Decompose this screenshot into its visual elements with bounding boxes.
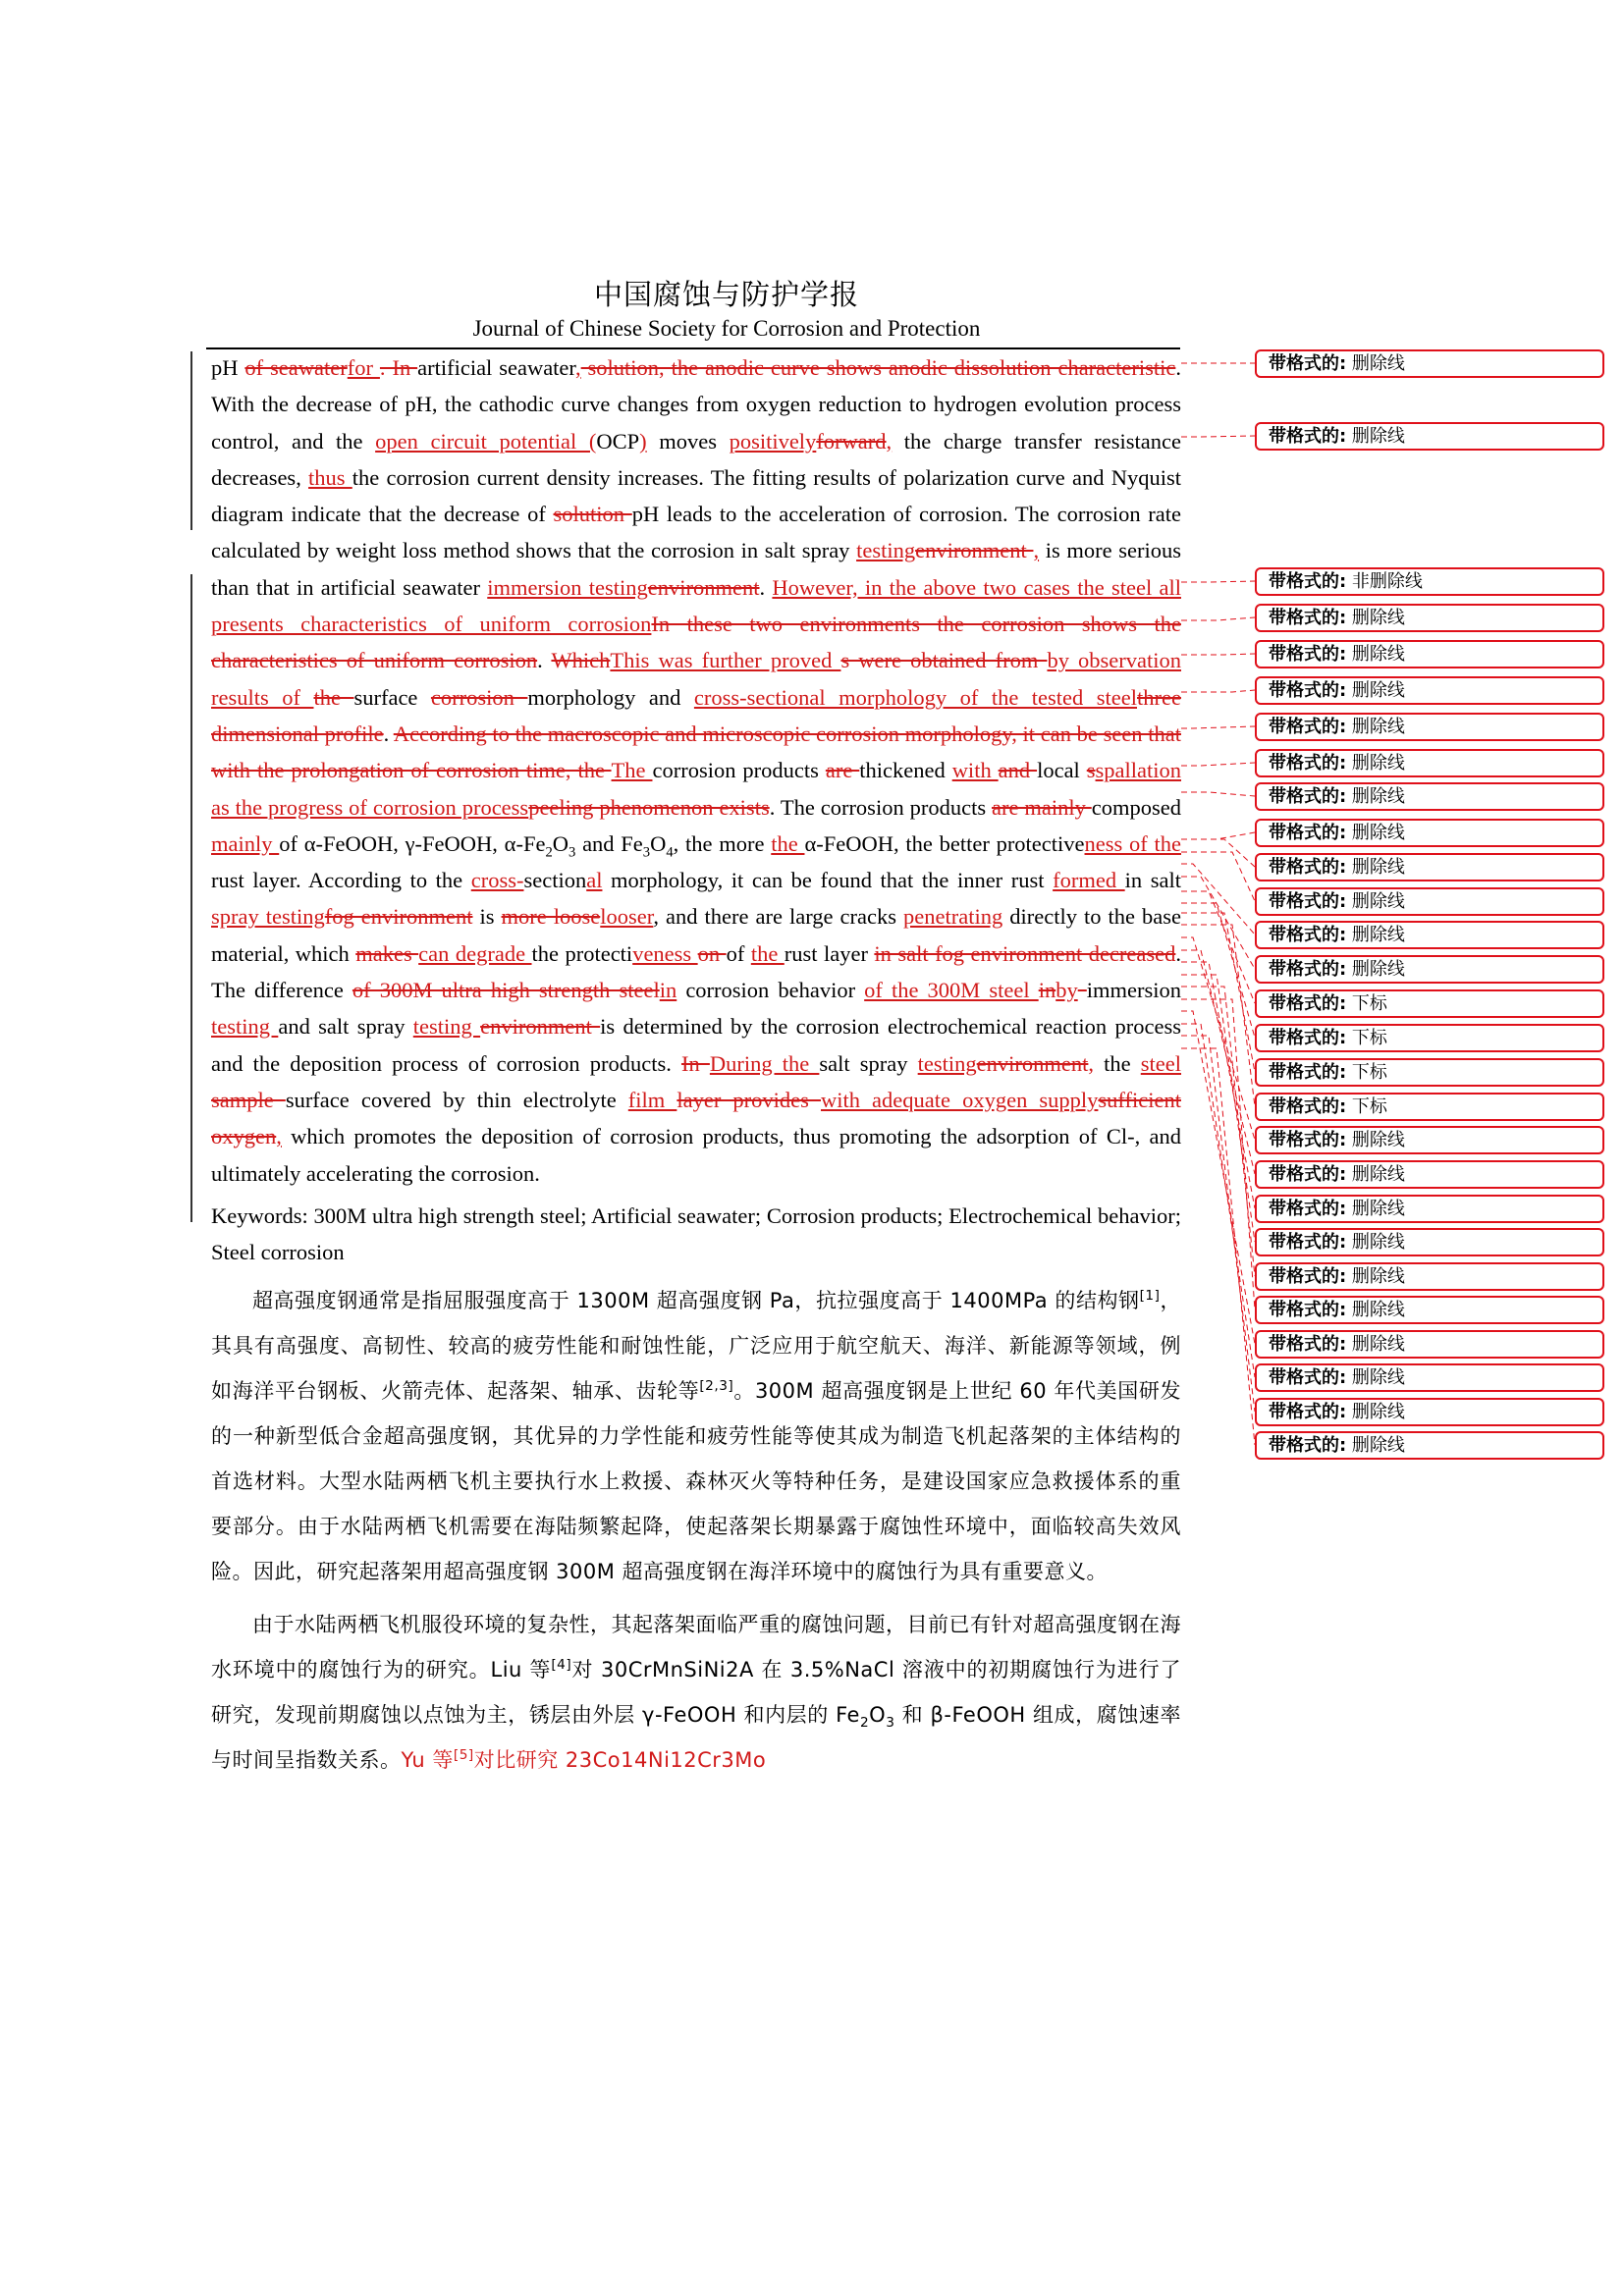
- text-run: of: [726, 940, 751, 966]
- text-run: section: [523, 868, 587, 893]
- journal-title-cn: 中国腐蚀与防护学报: [593, 278, 859, 311]
- comment-prefix: 带格式的:: [1269, 1435, 1347, 1456]
- inserted-text: spray testing: [211, 904, 325, 930]
- text-run: the: [1094, 1050, 1141, 1076]
- text-run: and Fe: [575, 830, 643, 856]
- comment-leader: [1181, 617, 1255, 620]
- text-run: 对 30CrMnSiNi2A 在 3.5%NaCl 溶液中的初期腐蚀行为进行了研究，发现前期腐蚀以点蚀为主，锈层由外层 γ-FeOOH 和内层的 Fe: [211, 1658, 1181, 1728]
- comment-prefix: 带格式的:: [1269, 1266, 1347, 1287]
- text-run: is more serious than that in artificial seawater: [211, 538, 1181, 600]
- inserted-text: ): [639, 428, 647, 454]
- text-run: artificial seawater: [417, 355, 576, 380]
- comment-prefix: 带格式的:: [1269, 993, 1347, 1014]
- comment-text: 删除线: [1346, 823, 1405, 843]
- deleted-text: sample: [211, 1087, 286, 1112]
- text-run: immersion: [1086, 978, 1182, 1003]
- inserted-text: testing: [412, 1014, 481, 1040]
- comment-leader: [1181, 832, 1255, 839]
- comment-balloons: [1255, 349, 1608, 1478]
- comment-text: 下标: [1346, 1062, 1387, 1083]
- inserted-text: film: [627, 1087, 677, 1112]
- text-run: salt spray: [819, 1050, 918, 1076]
- comment-balloon[interactable]: [1255, 640, 1604, 668]
- comment-text: 删除线: [1346, 786, 1405, 807]
- text-run: OCP: [596, 428, 640, 454]
- text-run: morphology and: [527, 684, 694, 710]
- comment-text: 下标: [1346, 1096, 1387, 1117]
- text-run: is determined by the corrosion electrochemical reaction process and the deposition process of corrosion products.: [211, 1014, 1181, 1076]
- inserted-text: The: [611, 758, 653, 783]
- inserted-text: for: [347, 355, 380, 380]
- comment-leader: [1181, 987, 1255, 1276]
- deleted-text: s: [1086, 758, 1096, 783]
- comment-prefix: 带格式的:: [1269, 857, 1347, 878]
- comment-prefix: 带格式的:: [1269, 753, 1347, 774]
- deleted-text: makes: [355, 940, 419, 966]
- deleted-text: the: [313, 684, 354, 710]
- comment-leader: [1181, 792, 1255, 796]
- comment-text: 删除线: [1346, 1164, 1405, 1185]
- deleted-text: on: [697, 940, 727, 966]
- text-run: . With the decrease of pH, the cathodic curve changes from oxygen reduction to hydrogen evolution process control, and the: [211, 355, 1181, 454]
- comment-prefix: 带格式的:: [1269, 786, 1347, 807]
- text-run: . The difference: [211, 940, 1181, 1003]
- deleted-text: In these two environments the corrosion shows the characteristics of uniform corrosion: [211, 612, 1181, 673]
- deleted-text: peeling phenomenon exists: [528, 794, 770, 820]
- deleted-text: are: [825, 758, 860, 783]
- text-run: .: [759, 574, 773, 600]
- inserted-text: formed: [1053, 868, 1125, 893]
- comment-prefix: 带格式的:: [1269, 823, 1347, 843]
- comment-prefix: 带格式的:: [1269, 1334, 1347, 1355]
- text-run: which promotes the deposition of corrosion products, thus promoting the adsorption of Cl-, and ultimately accelerating the corrosion.: [211, 1124, 1181, 1186]
- deleted-text: According to the macroscopic and microscopic corrosion morphology, it can be seen that with the prolongation of corrosion time, the: [211, 721, 1181, 783]
- comment-text: 删除线: [1346, 608, 1405, 628]
- comment-prefix: 带格式的:: [1269, 608, 1347, 628]
- deleted-text: In: [680, 1050, 710, 1076]
- comment-text: 删除线: [1346, 426, 1405, 447]
- comment-text: 删除线: [1346, 891, 1405, 912]
- inserted-text: testing: [211, 1014, 279, 1040]
- comment-balloon[interactable]: [1255, 887, 1604, 916]
- text-run: surface covered by thin electrolyte: [285, 1087, 628, 1112]
- deleted-text: sufficient oxygen: [211, 1087, 1181, 1149]
- comment-balloon[interactable]: [1255, 422, 1604, 451]
- text-run: . The corrosion products: [769, 794, 992, 820]
- comment-text: 删除线: [1346, 1300, 1405, 1320]
- comment-text: 删除线: [1346, 1232, 1405, 1253]
- text-run: ，其具有高强度、高韧性、较高的疲劳性能和耐蚀性能，广泛应用于航空航天、海洋、新能源等领域，例如海洋平台钢板、火箭壳体、起落架、轴承、齿轮等: [211, 1289, 1181, 1404]
- text-run: Yu 等: [401, 1748, 454, 1773]
- text-run: [2,3]: [699, 1378, 734, 1395]
- comment-prefix: 带格式的:: [1269, 1130, 1347, 1150]
- deleted-text: . In: [379, 355, 418, 380]
- comment-prefix: 带格式的:: [1269, 1232, 1347, 1253]
- comment-text: 删除线: [1346, 717, 1405, 737]
- comment-balloon[interactable]: [1255, 1228, 1604, 1256]
- deleted-text: three dimensional profile: [211, 684, 1181, 746]
- keywords-line: Keywords: 300M ultra high strength steel; Artificial seawater; Corrosion products; Electrochemical behavior; Steel corrosion: [211, 1202, 1181, 1265]
- text-run: morphology, it can be found that the inner rust: [602, 868, 1054, 893]
- deleted-text: s were obtained from: [840, 648, 1048, 673]
- comment-prefix: 带格式的:: [1269, 1164, 1347, 1185]
- inserted-text: ness of the: [1084, 830, 1181, 856]
- inserted-text: veness: [632, 940, 698, 966]
- comment-leader: [1181, 690, 1255, 692]
- comment-leader: [1181, 1036, 1255, 1412]
- inserted-text: looser: [600, 904, 654, 930]
- comment-text: 删除线: [1346, 1435, 1405, 1456]
- deleted-text: environment: [915, 538, 1034, 563]
- text-run: 3: [568, 844, 576, 861]
- comment-prefix: 带格式的:: [1269, 353, 1347, 374]
- inserted-text: the: [771, 830, 805, 856]
- text-run: O: [869, 1703, 887, 1728]
- text-run: [5]: [453, 1747, 474, 1764]
- inserted-text: open circuit potential (: [375, 428, 597, 454]
- text-run: pH leads to the acceleration of corrosion. The corrosion rate calculated by weight loss method shows that the corrosion in salt spray: [211, 502, 1181, 563]
- deleted-text: are mainly: [991, 794, 1092, 820]
- comment-prefix: 带格式的:: [1269, 1300, 1347, 1320]
- inserted-text: the: [750, 940, 785, 966]
- comment-balloon[interactable]: [1255, 567, 1604, 596]
- comment-prefix: 带格式的:: [1269, 644, 1347, 665]
- deleted-text: corrosion: [430, 684, 528, 710]
- comment-balloon[interactable]: [1255, 1195, 1604, 1223]
- comment-text: 删除线: [1346, 753, 1405, 774]
- comment-balloon[interactable]: [1255, 749, 1604, 777]
- comment-leader: [1181, 654, 1255, 655]
- text-run: O: [650, 830, 667, 856]
- inserted-text: steel: [1140, 1050, 1182, 1076]
- comment-balloon[interactable]: [1255, 1058, 1604, 1087]
- text-run: 3: [886, 1715, 895, 1732]
- text-run: of α-FeOOH, γ-FeOOH, α-Fe: [279, 830, 546, 856]
- deleted-text: in: [1038, 978, 1056, 1003]
- comment-balloon[interactable]: [1255, 604, 1604, 632]
- comment-leader: [1181, 864, 1255, 934]
- comment-prefix: 带格式的:: [1269, 680, 1347, 701]
- comment-text: 删除线: [1346, 353, 1405, 374]
- comment-text: 删除线: [1346, 1199, 1405, 1219]
- inserted-text: mainly: [211, 830, 280, 856]
- deleted-text: forward: [816, 428, 887, 454]
- text-run: 和 β-FeOOH 组成，腐蚀速率与时间呈指数关系。: [211, 1703, 1181, 1773]
- inserted-text: ,: [886, 428, 893, 454]
- comment-prefix: 带格式的:: [1269, 426, 1347, 447]
- text-run: .: [537, 648, 552, 673]
- inserted-text: This was further proved: [610, 648, 841, 673]
- inserted-text: However, in the above two cases the steel all presents characteristics of uniform corrosion: [211, 574, 1181, 637]
- comment-balloon[interactable]: [1255, 1330, 1604, 1359]
- comment-text: 非删除线: [1346, 571, 1423, 592]
- text-run: 对比研究 23Co14Ni12Cr3Mo: [473, 1748, 767, 1773]
- text-run: , and there are large cracks: [653, 904, 904, 930]
- text-run: surface: [353, 684, 431, 710]
- comment-text: 删除线: [1346, 925, 1405, 945]
- comment-text: 删除线: [1346, 1266, 1405, 1287]
- inserted-text: During the: [709, 1050, 820, 1076]
- deleted-text: more loose: [501, 904, 601, 930]
- text-run: directly to the base material, which: [211, 904, 1181, 966]
- text-run: [4]: [551, 1657, 572, 1674]
- inserted-text: of the 300M steel: [864, 978, 1039, 1003]
- comment-leader: [1181, 903, 1255, 1038]
- text-run: pH: [211, 355, 245, 380]
- comment-text: 下标: [1346, 1028, 1387, 1048]
- inserted-text: with: [951, 758, 999, 783]
- comment-balloon[interactable]: [1255, 1431, 1604, 1460]
- inserted-text: spallation as the progress of corrosion process: [211, 758, 1182, 820]
- inserted-text: positively: [729, 428, 817, 454]
- comment-text: 下标: [1346, 993, 1387, 1014]
- inserted-text: testing: [917, 1050, 977, 1076]
- comment-prefix: 带格式的:: [1269, 571, 1347, 592]
- comment-balloon[interactable]: [1255, 989, 1604, 1018]
- text-run: 2: [545, 844, 553, 861]
- inserted-text: in: [659, 978, 677, 1003]
- inserted-text: al: [586, 868, 603, 893]
- inserted-text: testing: [856, 538, 916, 563]
- comment-balloon[interactable]: [1255, 853, 1604, 881]
- text-run: and salt spray: [278, 1014, 413, 1040]
- comment-balloon[interactable]: [1255, 1093, 1604, 1121]
- inserted-text: immersion testing: [487, 574, 648, 600]
- comment-balloon[interactable]: [1255, 1126, 1604, 1154]
- deleted-text: Which: [551, 648, 611, 673]
- comment-balloon[interactable]: [1255, 1296, 1604, 1324]
- text-run: , the more: [673, 830, 772, 856]
- comment-prefix: 带格式的:: [1269, 1199, 1347, 1219]
- text-run: the corrosion current density increases. The fitting results of polarization curve and Nyquist diagram indicate that the decrease of: [211, 464, 1181, 527]
- text-run: thickened: [859, 758, 952, 783]
- text-run: composed: [1091, 794, 1181, 820]
- comment-balloon[interactable]: [1255, 349, 1604, 378]
- text-run: in salt: [1124, 868, 1181, 893]
- deleted-text: solution: [553, 502, 632, 527]
- inserted-text: thus: [308, 464, 352, 490]
- comment-leader: [1181, 581, 1255, 582]
- inserted-text: cross-: [470, 868, 524, 893]
- comment-text: 删除线: [1346, 644, 1405, 665]
- inserted-text: by observation results of: [211, 648, 1182, 710]
- text-run: local: [1037, 758, 1087, 783]
- text-run: 3: [642, 844, 651, 861]
- comment-prefix: 带格式的:: [1269, 717, 1347, 737]
- deleted-text: fog environment: [324, 904, 473, 930]
- deleted-text: of 300M ultra high strength steel: [352, 978, 660, 1003]
- comment-prefix: 带格式的:: [1269, 959, 1347, 980]
- deleted-text: and: [998, 758, 1038, 783]
- text-run: 。300M 超高强度钢是上世纪 60 年代美国研发的一种新型低合金超高强度钢，其优异的力学性能和疲劳性能等使其成为制造飞机起落架的主体结构的首选材料。大型水陆两栖飞机主要执行水上救援、森林灭火等特种任务，是建设国家应急救援体系的重要部分。由于水陆两栖飞机需要在海陆频繁起降，使起落架长期暴露于腐蚀性环境中，面临较高失效风险。因此，研究起落架用超高强度钢 300M 超高强度钢在海洋环境中的腐蚀行为具有重要意义。: [211, 1379, 1182, 1584]
- text-run: α-FeOOH, the better protective: [804, 830, 1085, 856]
- comment-leader: [1181, 877, 1255, 969]
- comment-text: 删除线: [1346, 1334, 1405, 1355]
- comment-prefix: 带格式的:: [1269, 1367, 1347, 1388]
- deleted-text: layer provides: [677, 1087, 821, 1112]
- inserted-text: ,: [1033, 538, 1040, 563]
- inserted-text: ,: [276, 1124, 282, 1149]
- comment-balloon[interactable]: [1255, 921, 1604, 949]
- comment-leader: [1181, 763, 1255, 766]
- comment-balloon[interactable]: [1255, 1160, 1604, 1189]
- deleted-text: solution, the anodic curve shows anodic dissolution characteristic: [580, 355, 1176, 380]
- text-run: moves: [646, 428, 730, 454]
- comment-balloon[interactable]: [1255, 1398, 1604, 1426]
- inserted-text: can degrade: [418, 940, 532, 966]
- text-run: rust layer. According to the: [211, 868, 471, 893]
- comment-balloon[interactable]: [1255, 1262, 1604, 1291]
- inserted-text: ,: [575, 355, 581, 380]
- deleted-text: environment: [976, 1050, 1089, 1076]
- comment-prefix: 带格式的:: [1269, 1028, 1347, 1048]
- deleted-text: of seawater: [244, 355, 348, 380]
- comment-prefix: 带格式的:: [1269, 925, 1347, 945]
- comment-balloon[interactable]: [1255, 676, 1604, 705]
- inserted-text: ,: [1088, 1050, 1095, 1076]
- journal-title-en: Journal of Chinese Society for Corrosion and Protection: [472, 316, 981, 341]
- text-run: O: [552, 830, 569, 856]
- deleted-text: in salt fog environment decreased: [874, 940, 1176, 966]
- comment-prefix: 带格式的:: [1269, 1096, 1347, 1117]
- inserted-text: with adequate oxygen supply: [820, 1087, 1099, 1112]
- comment-text: 删除线: [1346, 680, 1405, 701]
- text-run: [1]: [1139, 1288, 1161, 1305]
- text-run: 由于水陆两栖飞机服役环境的复杂性，其起落架面临严重的腐蚀问题，目前已有针对超高强度钢在海水环境中的腐蚀行为的研究。Liu 等: [211, 1613, 1181, 1682]
- text-run: 4: [666, 844, 674, 861]
- comment-balloon[interactable]: [1255, 782, 1604, 811]
- comment-leader: [1181, 925, 1255, 1106]
- inserted-text: by: [1056, 978, 1078, 1003]
- comment-leader: [1181, 1011, 1255, 1344]
- inserted-text: cross-sectional morphology of the tested steel: [693, 684, 1138, 710]
- comment-balloon[interactable]: [1255, 1363, 1604, 1392]
- text-run: rust layer: [784, 940, 875, 966]
- text-run: .: [383, 721, 394, 746]
- text-run: corrosion products: [652, 758, 826, 783]
- comment-balloon[interactable]: [1255, 713, 1604, 741]
- comment-leader: [1181, 839, 1255, 867]
- comment-leader: [1181, 726, 1255, 728]
- comment-balloon[interactable]: [1255, 955, 1604, 984]
- comment-balloon[interactable]: [1255, 1024, 1604, 1052]
- text-run: the charge transfer resistance decreases,: [211, 428, 1181, 490]
- deleted-text: environment: [480, 1014, 601, 1040]
- comment-prefix: 带格式的:: [1269, 1402, 1347, 1422]
- comment-balloon[interactable]: [1255, 819, 1604, 847]
- text-run: 超高强度钢通常是指屈服强度高于 1300M 超高强度钢 Pa，抗拉强度高于 1400MPa 的结构钢: [252, 1289, 1140, 1313]
- text-run: is: [472, 904, 502, 930]
- text-run: 2: [859, 1715, 870, 1732]
- comment-text: 删除线: [1346, 1402, 1405, 1422]
- comment-text: 删除线: [1346, 1130, 1405, 1150]
- deleted-text: environment: [647, 574, 760, 600]
- comment-leader: [1181, 999, 1255, 1309]
- comment-prefix: 带格式的:: [1269, 891, 1347, 912]
- comment-text: 删除线: [1346, 1367, 1405, 1388]
- comment-text: 删除线: [1346, 959, 1405, 980]
- inserted-text: penetrating: [903, 904, 1003, 930]
- comment-leader: [1181, 436, 1255, 437]
- text-run: corrosion behavior: [677, 978, 865, 1003]
- comment-prefix: 带格式的:: [1269, 1062, 1347, 1083]
- comment-text: 删除线: [1346, 857, 1405, 878]
- text-run: the protecti: [531, 940, 633, 966]
